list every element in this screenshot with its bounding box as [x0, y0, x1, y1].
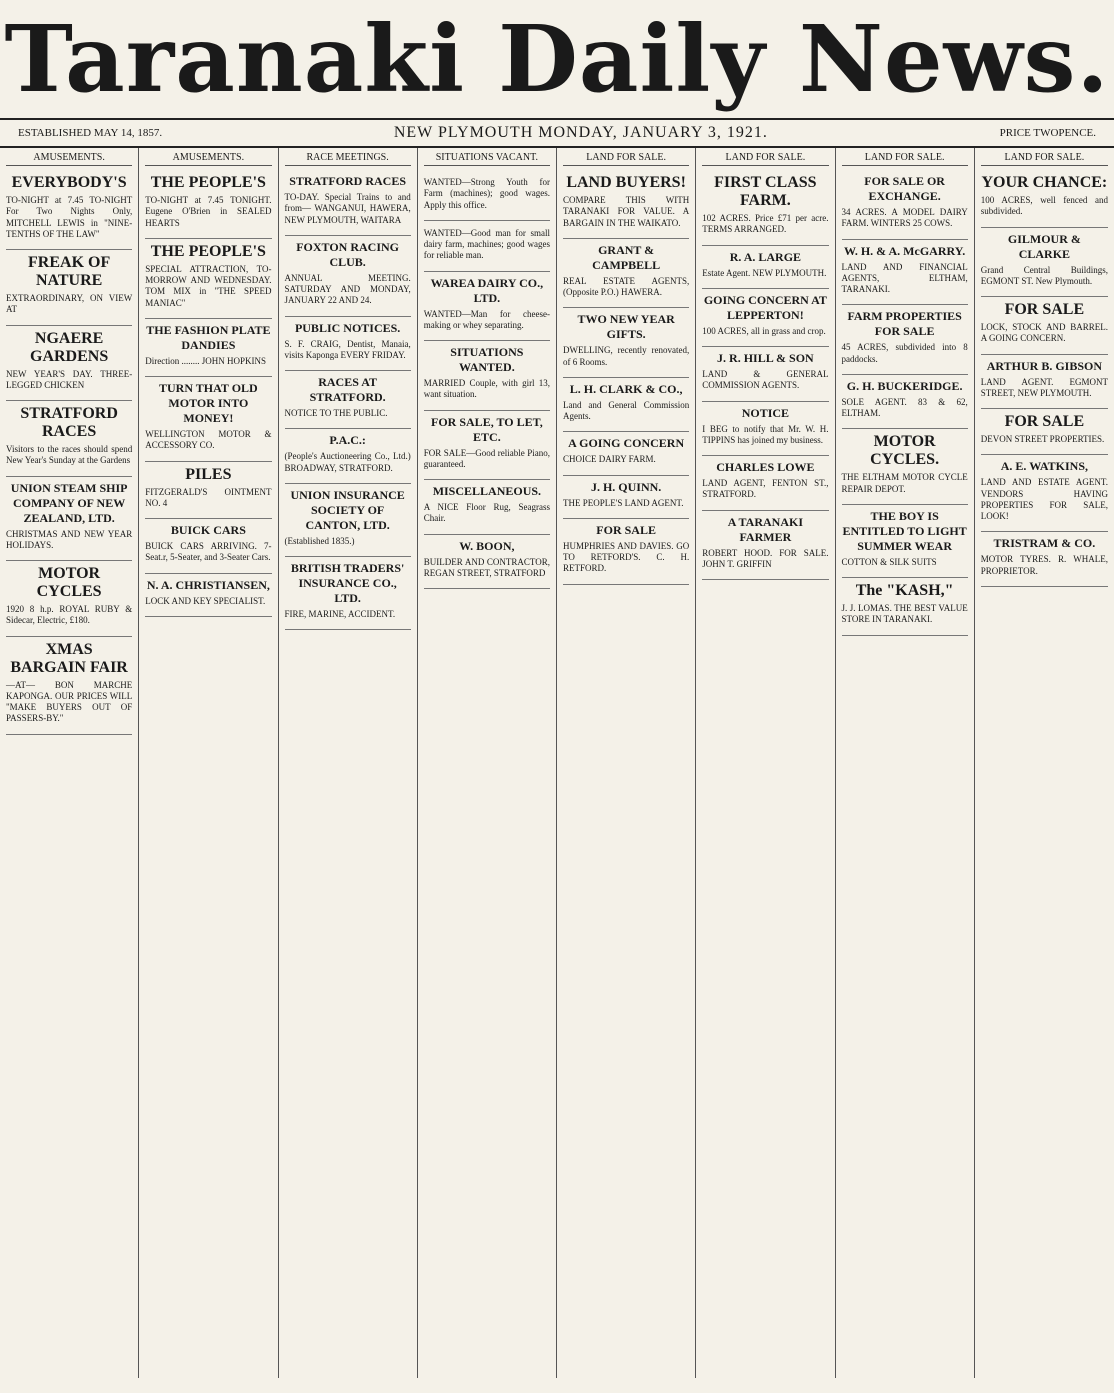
advertisement	[563, 476, 689, 519]
ad-body: EXTRAORDINARY, ON VIEW AT	[6, 293, 133, 315]
ad-body: ROBERT HOOD. FOR SALE. JOHN T. GRIFFIN	[702, 547, 829, 569]
ad-body: LOCK, STOCK AND BARREL. A GOING CONCERN.	[980, 322, 1108, 344]
advertisement	[981, 297, 1108, 355]
column-4	[418, 148, 557, 1378]
ad-body: MOTOR TYRES. R. WHALE, PROPRIETOR.	[980, 554, 1108, 576]
advertisement	[981, 170, 1108, 228]
ad-heading: SITUATIONS WANTED.	[450, 345, 524, 374]
ad-body: SOLE AGENT. 83 & 62, ELTHAM.	[841, 396, 968, 418]
ad-heading: FOXTON RACING CLUB.	[296, 239, 400, 269]
ad-body: LAND AND ESTATE AGENT. VENDORS HAVING PROPERTIES FOR SALE, LOOK!	[980, 477, 1108, 521]
ad-body: TO-NIGHT at 7.45 TONIGHT. Eugene O'Brien in SEALED HEARTS	[145, 195, 272, 228]
ad-heading: FOR SALE	[596, 522, 656, 537]
column-7	[836, 148, 975, 1378]
ad-heading: STRATFORD RACES	[289, 174, 407, 188]
column-1	[0, 148, 139, 1378]
ad-body: TO-DAY. Special Trains to and from— WANGANUI, HAWERA, NEW PLYMOUTH, WAITARA	[284, 192, 411, 225]
advertisement	[424, 480, 550, 535]
column-header: LAND FOR SALE.	[702, 152, 828, 166]
ad-heading: XMAS BARGAIN FAIR	[10, 640, 128, 676]
ad-body: FITZGERALD'S OINTMENT NO. 4	[145, 486, 272, 508]
ad-heading: N. A. CHRISTIANSEN,	[146, 577, 270, 592]
advertisement	[424, 170, 550, 221]
ad-heading: W. BOON,	[459, 538, 515, 553]
advertisement	[6, 477, 132, 562]
ad-heading: THE PEOPLE'S	[150, 174, 266, 191]
ad-heading: WAREA DAIRY CO., LTD.	[430, 275, 544, 305]
column-8	[975, 148, 1114, 1378]
ad-heading: MISCELLANEOUS.	[432, 484, 542, 498]
ad-body: LAND AND FINANCIAL AGENTS, ELTHAM, TARANAKI.	[841, 261, 968, 294]
column-5	[557, 148, 696, 1378]
ad-body: COMPARE THIS WITH TARANAKI FOR VALUE. A BARGAIN IN THE WAIKATO.	[563, 195, 690, 228]
ad-body: FIRE, MARINE, ACCIDENT.	[284, 609, 396, 619]
advertisement	[842, 375, 968, 430]
advertisement	[424, 341, 550, 411]
column-header: AMUSEMENTS.	[6, 152, 132, 166]
advertisement	[285, 317, 411, 372]
ad-body: (Established 1835.)	[284, 535, 355, 546]
ad-body: BUILDER AND CONTRACTOR, REGAN STREET, STRATFORD	[423, 556, 550, 578]
ad-heading: A. E. WATKINS,	[1000, 459, 1088, 474]
ad-heading: STRATFORD RACES	[20, 405, 118, 440]
advertisement	[563, 239, 689, 309]
ad-heading: UNION STEAM SHIP COMPANY OF NEW ZEALAND, LTD.	[10, 480, 128, 525]
ad-body: CHRISTMAS AND NEW YEAR HOLIDAYS.	[6, 528, 133, 550]
advertisement	[702, 511, 828, 581]
ad-heading: FOR SALE	[1004, 301, 1085, 318]
ad-body: DWELLING, recently renovated, of 6 Rooms.	[563, 345, 690, 367]
advertisement	[145, 239, 271, 319]
advertisement	[563, 170, 689, 239]
ad-body: S. F. CRAIG, Dentist, Manaia, visits Kaponga EVERY FRIDAY.	[284, 338, 411, 360]
ad-heading: TRISTRAM & CO.	[993, 536, 1096, 551]
advertisement	[563, 308, 689, 378]
ad-body: NOTICE TO THE PUBLIC.	[284, 408, 388, 418]
advertisement	[981, 409, 1108, 455]
advertisement	[145, 377, 271, 462]
issue-date: NEW PLYMOUTH MONDAY, JANUARY 3, 1921.	[393, 124, 768, 141]
ad-heading: PILES	[185, 465, 232, 483]
column-header: LAND FOR SALE.	[563, 152, 689, 166]
ad-body: HUMPHRIES AND DAVIES. GO TO RETFORD'S. C. H. RETFORD.	[563, 540, 690, 574]
ad-heading: P.A.C.:	[329, 433, 366, 448]
advertisement	[424, 272, 550, 342]
ad-heading: RACES AT STRATFORD.	[309, 375, 386, 404]
ad-heading: J. H. QUINN.	[590, 479, 662, 494]
ad-body: LOCK AND KEY SPECIALIST.	[145, 595, 266, 606]
ad-body: COTTON & SILK SUITS	[841, 556, 937, 567]
advertisement	[285, 557, 411, 630]
advertisement	[285, 371, 411, 429]
ad-body: CHOICE DAIRY FARM.	[563, 454, 656, 465]
ad-heading: G. H. BUCKERIDGE.	[846, 378, 963, 393]
ad-body: MARRIED Couple, with girl 13, want situation.	[423, 378, 550, 400]
ad-heading: LAND BUYERS!	[566, 174, 686, 191]
ad-body: LAND AGENT. EGMONT STREET, NEW PLYMOUTH.	[980, 376, 1108, 398]
advertisement	[145, 319, 271, 377]
ad-body: Land and General Commission Agents.	[563, 399, 690, 421]
ad-heading: The "KASH,"	[855, 582, 954, 599]
advertisement	[563, 519, 689, 585]
column-header: LAND FOR SALE.	[842, 152, 968, 166]
ad-heading: FOR SALE OR EXCHANGE.	[864, 174, 945, 203]
advertisement	[702, 456, 828, 511]
advertisement	[981, 355, 1108, 410]
advertisement	[145, 170, 271, 239]
ad-heading: YOUR CHANCE:	[981, 174, 1108, 191]
masthead	[0, 0, 1114, 120]
ad-body: WELLINGTON MOTOR & ACCESSORY CO.	[145, 429, 272, 451]
ad-body: LAND & GENERAL COMMISSION AGENTS.	[702, 369, 829, 391]
advertisement	[702, 246, 828, 289]
ad-body: —AT— BON MARCHE KAPONGA. OUR PRICES WILL "MAKE BUYERS OUT OF PASSERS-BY."	[6, 679, 133, 724]
advertisement	[842, 305, 968, 375]
advertisement	[702, 289, 828, 347]
advertisement	[842, 505, 968, 578]
ad-heading: BUICK CARS	[170, 523, 246, 537]
column-header: AMUSEMENTS.	[145, 152, 271, 166]
dateline	[0, 120, 1114, 148]
advertisement	[842, 240, 968, 306]
ad-body: WANTED—Man for cheese-making or whey separating.	[423, 308, 550, 330]
ad-body: I BEG to notify that Mr. W. H. TIPPINS has joined my business.	[702, 423, 829, 445]
advertisement	[702, 170, 828, 246]
ad-body: Direction ........ JOHN HOPKINS	[145, 355, 266, 366]
ad-body: 102 ACRES. Price £71 per acre. TERMS ARRANGED.	[702, 213, 829, 235]
advertisement	[842, 429, 968, 505]
ad-heading: NOTICE	[741, 405, 790, 420]
advertisement	[563, 432, 689, 475]
advertisement	[145, 462, 271, 520]
ad-heading: R. A. LARGE	[729, 249, 802, 264]
advertisement	[285, 484, 411, 557]
column-header: SITUATIONS VACANT.	[424, 152, 550, 166]
ad-body: NEW YEAR'S DAY. THREE-LEGGED CHICKEN	[6, 368, 133, 390]
ad-heading: MOTOR CYCLES.	[870, 433, 940, 469]
ad-heading: GILMOUR & CLARKE	[1007, 231, 1081, 261]
advertisement	[842, 578, 968, 636]
advertisement	[285, 429, 411, 484]
advertisement	[702, 402, 828, 457]
ad-body: ANNUAL MEETING. SATURDAY AND MONDAY, JANUARY 22 AND 24.	[284, 272, 411, 306]
ad-heading: FIRST CLASS FARM.	[714, 174, 817, 209]
ad-heading: A GOING CONCERN	[568, 436, 685, 451]
advertisement	[6, 561, 132, 637]
ad-body: J. J. LOMAS. THE BEST VALUE STORE IN TARANAKI.	[841, 603, 968, 625]
advertisement	[563, 378, 689, 433]
ad-body: Estate Agent. NEW PLYMOUTH.	[702, 267, 827, 278]
ad-body: A NICE Floor Rug, Seagrass Chair.	[423, 502, 550, 524]
price-line: PRICE TWOPENCE.	[999, 127, 1096, 139]
ad-body: BUICK CARS ARRIVING. 7-Seat.r, 5-Seater, and 3-Seater Cars.	[145, 541, 272, 563]
ad-body: LAND AGENT, FENTON ST., STRATFORD.	[702, 478, 829, 500]
column-2	[139, 148, 278, 1378]
ad-heading: PUBLIC NOTICES.	[294, 320, 401, 335]
ad-body: 45 ACRES, subdivided into 8 paddocks.	[841, 342, 968, 364]
ad-body: 100 ACRES, all in grass and crop.	[702, 325, 826, 336]
ad-heading: THE FASHION PLATE DANDIES	[146, 322, 271, 352]
ad-heading: EVERYBODY'S	[11, 174, 127, 191]
column-3	[279, 148, 418, 1378]
advertisement	[6, 326, 132, 402]
advertisement	[145, 574, 271, 617]
ad-body: DEVON STREET PROPERTIES.	[980, 434, 1105, 444]
advertisement	[6, 170, 132, 250]
column-6	[696, 148, 835, 1378]
ad-heading: FOR SALE	[1004, 413, 1085, 430]
ad-heading: GRANT & CAMPBELL	[592, 242, 661, 272]
ad-body: 34 ACRES. A MODEL DAIRY FARM. WINTERS 25 COWS.	[841, 207, 968, 229]
ad-body: WANTED—Good man for small dairy farm, machines; good wages for reliable man.	[423, 227, 550, 261]
ad-heading: NGAERE GARDENS	[30, 329, 109, 365]
column-header: LAND FOR SALE.	[981, 152, 1108, 166]
advertisement	[285, 170, 411, 236]
ad-heading: J. R. HILL & SON	[717, 351, 814, 365]
ad-heading: FARM PROPERTIES FOR SALE	[847, 309, 962, 339]
advertisement	[424, 411, 550, 481]
ad-heading: W. H. & A. McGARRY.	[843, 243, 966, 258]
ad-heading: BRITISH TRADERS' INSURANCE CO., LTD.	[290, 561, 405, 605]
ad-heading: L. H. CLARK & CO.,	[569, 381, 683, 396]
ad-body: Visitors to the races should spend New Year's Sunday at the Gardens	[6, 444, 133, 466]
ad-heading: CHARLES LOWE	[716, 460, 815, 474]
advertisement	[842, 170, 968, 240]
ad-body: THE ELTHAM MOTOR CYCLE REPAIR DEPOT.	[841, 472, 968, 494]
ad-heading: FREAK OF NATURE	[28, 254, 111, 289]
advertisement	[424, 221, 550, 272]
column-header: RACE MEETINGS.	[285, 152, 411, 166]
ad-heading: UNION INSURANCE SOCIETY OF CANTON, LTD.	[290, 487, 405, 532]
ad-body: (People's Auctioneering Co., Ltd.) BROADWAY, STRATFORD.	[284, 451, 411, 473]
ad-heading: ARTHUR B. GIBSON	[986, 358, 1102, 373]
ad-body: 100 ACRES, well fenced and subdivided.	[980, 195, 1108, 217]
ad-heading: THE PEOPLE'S	[150, 242, 266, 260]
newspaper-title: Taranaki Daily News.	[4, 5, 1110, 113]
advertisement	[6, 637, 132, 735]
ad-body: WANTED—Strong Youth for Farm (machines); good wages. Apply this office.	[423, 177, 550, 210]
ad-body: TO-NIGHT at 7.45 TO-NIGHT For Two Nights Only, MITCHELL LEWIS in "NINE-TENTHS OF THE LAW"	[6, 195, 133, 239]
ad-heading: THE BOY IS ENTITLED TO LIGHT SUMMER WEAR	[842, 508, 967, 553]
advertisement	[424, 535, 550, 590]
ad-body: Grand Central Buildings, EGMONT ST. New Plymouth.	[980, 264, 1108, 286]
ad-heading: GOING CONCERN AT LEPPERTON!	[703, 292, 827, 322]
ad-heading: A TARANAKI FARMER	[727, 514, 803, 544]
ad-heading: TWO NEW YEAR GIFTS.	[577, 312, 675, 342]
ad-heading: MOTOR CYCLES	[36, 565, 102, 600]
advertisement	[981, 455, 1108, 532]
ad-body: FOR SALE—Good reliable Piano, guaranteed.	[423, 447, 550, 469]
established-line: ESTABLISHED MAY 14, 1857.	[18, 127, 163, 139]
ad-body: THE PEOPLE'S LAND AGENT.	[563, 497, 684, 508]
advertisement	[145, 519, 271, 574]
ad-body: REAL ESTATE AGENTS, (Opposite P.O.) HAWERA.	[563, 275, 690, 297]
ad-heading: FOR SALE, TO LET, ETC.	[431, 414, 543, 444]
advertisement	[6, 250, 132, 326]
advertisement	[285, 236, 411, 317]
ad-body: SPECIAL ATTRACTION, TO-MORROW AND WEDNESDAY. TOM MIX in "THE SPEED MANIAC"	[145, 263, 272, 308]
ad-body: 1920 8 h.p. ROYAL RUBY & Sidecar, Electric, £180.	[6, 604, 133, 626]
advertisement	[981, 532, 1108, 587]
advertisement	[702, 347, 828, 402]
advertisement	[981, 228, 1108, 298]
advertisement	[6, 401, 132, 477]
ad-heading: TURN THAT OLD MOTOR INTO MONEY!	[159, 381, 258, 425]
columns	[0, 148, 1114, 1378]
